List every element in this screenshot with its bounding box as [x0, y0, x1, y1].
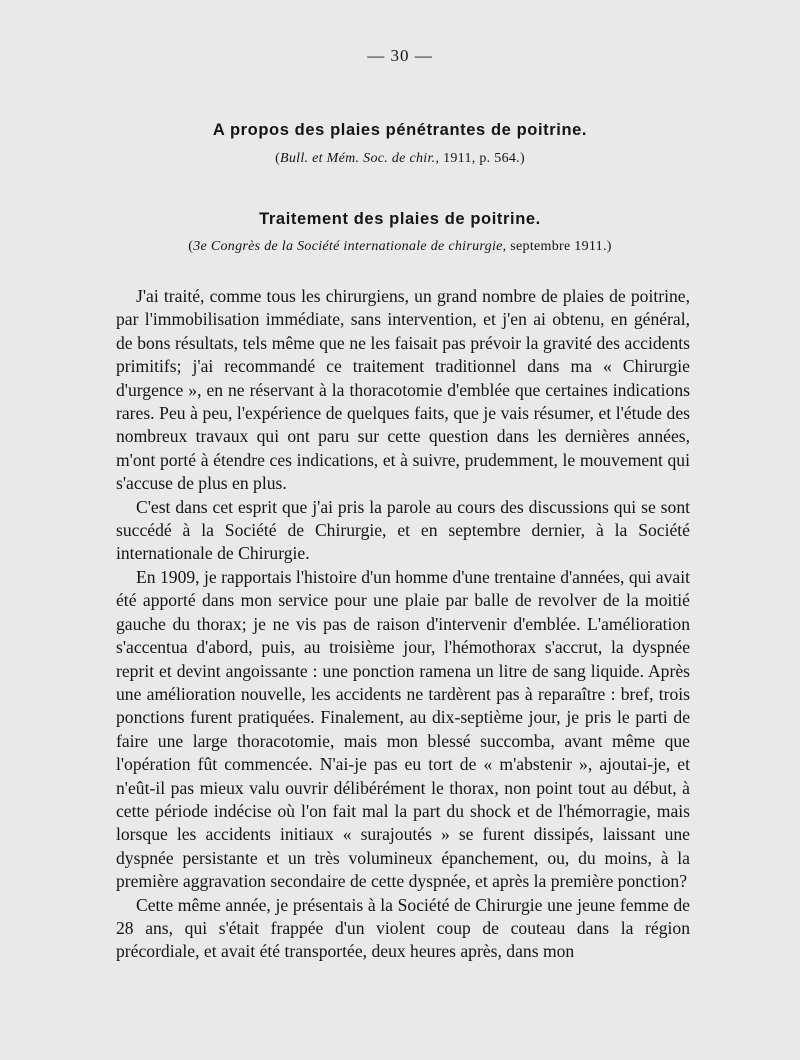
section-reference-congres — [0, 239, 800, 255]
section-title-traitement: Traitement des plaies de poitrine. — [259, 210, 541, 228]
section-title-plaies-penetrantes: A propos des plaies pénétrantes de poitrine. — [212, 121, 588, 139]
page-number: — 30 — — [367, 46, 433, 65]
paragraph: Cette même année, je présentais à la Société de Chirurgie une jeune femme de 28 ans, qui s'était frappée d'un violent coup de couteau dans la région précordiale, et avait été transportée, deux heures après, dans mon — [116, 894, 690, 962]
reference-details: , septembre 1911.) — [502, 239, 612, 254]
reference-source: Bull. et Mém. Soc. de chir. — [280, 151, 436, 166]
paragraph: C'est dans cet esprit que j'ai pris la parole au cours des discussions qui se sont succédé à la Société de Chirurgie, et en septembre dernier, à la Société internationale de Chirurgie. — [116, 496, 690, 564]
section-reference-bulletin — [0, 151, 800, 167]
body-text — [116, 285, 690, 964]
paragraph: En 1909, je rapportais l'histoire d'un homme d'une trentaine d'années, qui avait été apporté dans mon service pour une plaie par balle de revolver de la moitié gauche du thorax; je ne vis pas de raison d'intervenir d'emblée. L'amélioration s'accentua d'abord, puis, au troisième jour, l'hémothorax s'accrut, la dyspnée reprit et devint angoissante : une ponction ramena un litre de sang liquide. Après une amélioration nouvelle, les accidents ne tardèrent pas à reparaître : bref, trois ponctions furent pratiquées. Finalement, au dix-septième jour, je pris le parti de faire une large thoracotomie, mais mon blessé succomba, avant même que l'opération fût commencée. N'ai-je pas eu tort de « m'abstenir », ajoutai-je, et n'eût-il pas mieux valu ouvrir délibérément le thorax, non point tout au début, à cette période indécise où l'on fait mal la part du shock et de l'hémorragie, mais lorsque les accidents initiaux « surajoutés » se furent dissipés, laissant une dyspnée persistante et un très volumineux épanchement, ou, du moins, à la première aggravation secondaire de cette dyspnée, et après la première ponction? — [116, 566, 690, 892]
reference-details: , 1911, p. 564.) — [435, 151, 525, 166]
reference-open-paren: ( — [188, 239, 194, 254]
reference-open-paren: ( — [275, 151, 281, 166]
paragraph: J'ai traité, comme tous les chirurgiens, un grand nombre de plaies de poitrine, par l'immobilisation immédiate, sans intervention, et j'en ai obtenu, en général, de bons résultats, tels même que ne les faisait pas prévoir la gravité des accidents primitifs; j'ai recommandé ce traitement traditionnel dans ma « Chirurgie d'urgence », en ne réservant à la thoracotomie d'emblée que certaines indications rares. Peu à peu, l'expérience de quelques faits, que je vais résumer, et l'étude des nombreux travaux qui ont paru sur cette question dans les dernières années, m'ont porté à étendre ces indications, et à suivre, prudemment, le mouvement qui s'accuse de plus en plus. — [116, 286, 690, 494]
reference-source: 3e Congrès de la Société internationale de chirurgie — [193, 239, 503, 254]
